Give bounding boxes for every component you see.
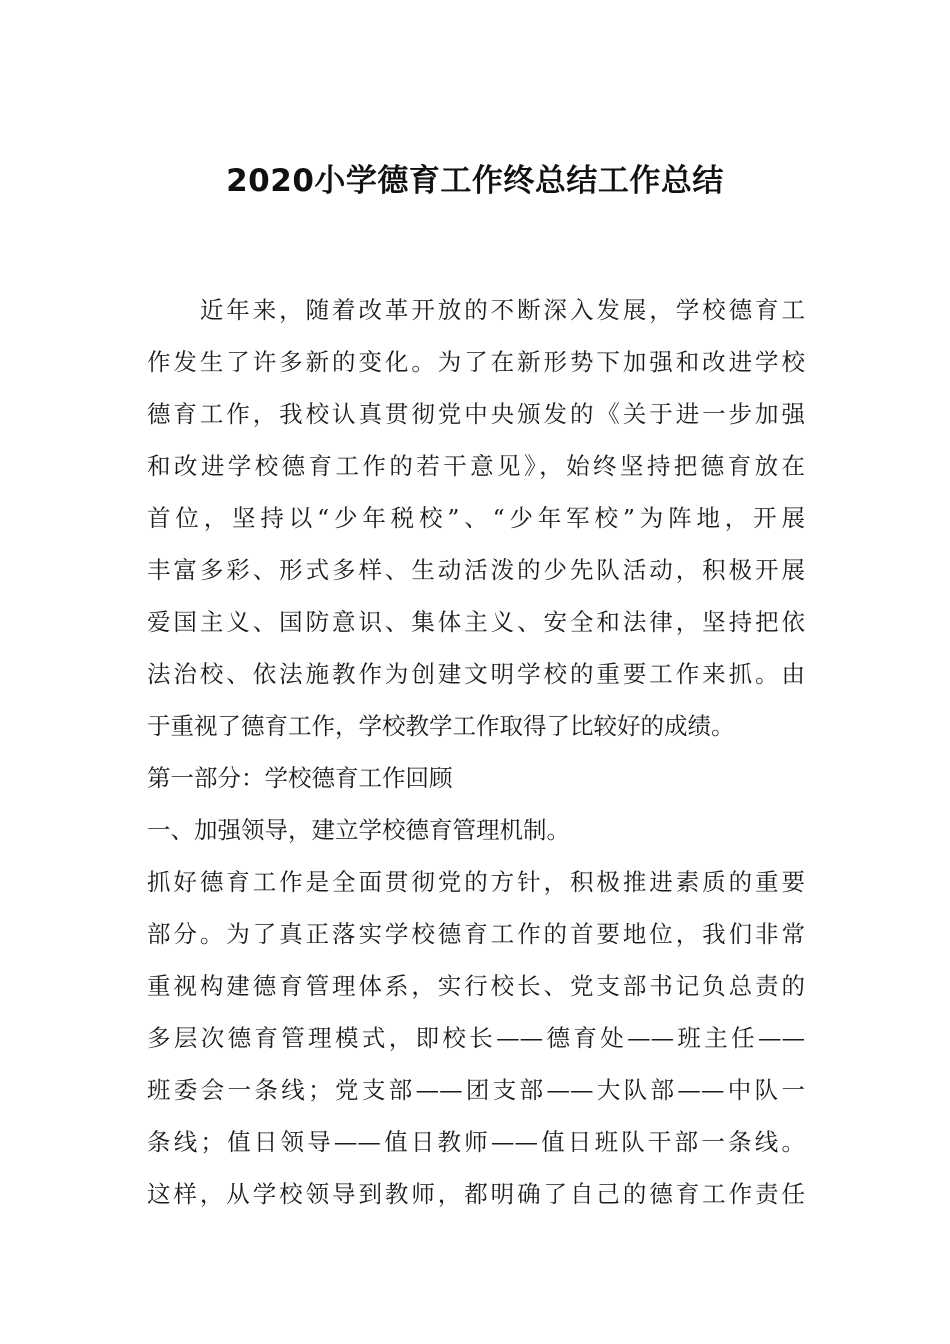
paragraph-line: 这样，从学校领导到教师，都明确了自己的德育工作责任 <box>147 1180 805 1208</box>
paragraph-line: 于重视了德育工作，学校教学工作取得了比较好的成绩。 <box>147 712 735 740</box>
subsection-heading: 一、加强领导，建立学校德育管理机制。 <box>147 816 570 844</box>
paragraph-line: 多层次德育管理模式，即校长——德育处——班主任—— <box>147 1024 805 1052</box>
paragraph-line: 爱国主义、国防意识、集体主义、安全和法律，坚持把依 <box>147 608 805 636</box>
paragraph-line: 重视构建德育管理体系，实行校长、党支部书记负总责的 <box>147 972 805 1000</box>
paragraph-line: 部分。为了真正落实学校德育工作的首要地位，我们非常 <box>147 920 805 948</box>
paragraph-line: 德育工作，我校认真贯彻党中央颁发的《关于进一步加强 <box>147 400 805 428</box>
paragraph-line: 和改进学校德育工作的若干意见》，始终坚持把德育放在 <box>147 452 805 480</box>
paragraph-line: 抓好德育工作是全面贯彻党的方针，积极推进素质的重要 <box>147 868 805 896</box>
document-body <box>147 284 805 1220</box>
paragraph-line: 首位，坚持以“少年税校”、“少年军校”为阵地，开展 <box>147 504 805 532</box>
paragraph-line: 法治校、依法施教作为创建文明学校的重要工作来抓。由 <box>147 660 805 688</box>
document-title: 2020小学德育工作终总结工作总结 <box>226 163 724 199</box>
section-heading: 第一部分：学校德育工作回顾 <box>147 764 453 792</box>
paragraph-line: 近年来，随着改革开放的不断深入发展，学校德育工 <box>147 296 805 324</box>
paragraph-line: 班委会一条线；党支部——团支部——大队部——中队一 <box>147 1076 805 1104</box>
paragraph-line: 作发生了许多新的变化。为了在新形势下加强和改进学校 <box>147 348 805 376</box>
paragraph-line: 条线；值日领导——值日教师——值日班队干部一条线。 <box>147 1128 805 1156</box>
paragraph-line: 丰富多彩、形式多样、生动活泼的少先队活动，积极开展 <box>147 556 805 584</box>
